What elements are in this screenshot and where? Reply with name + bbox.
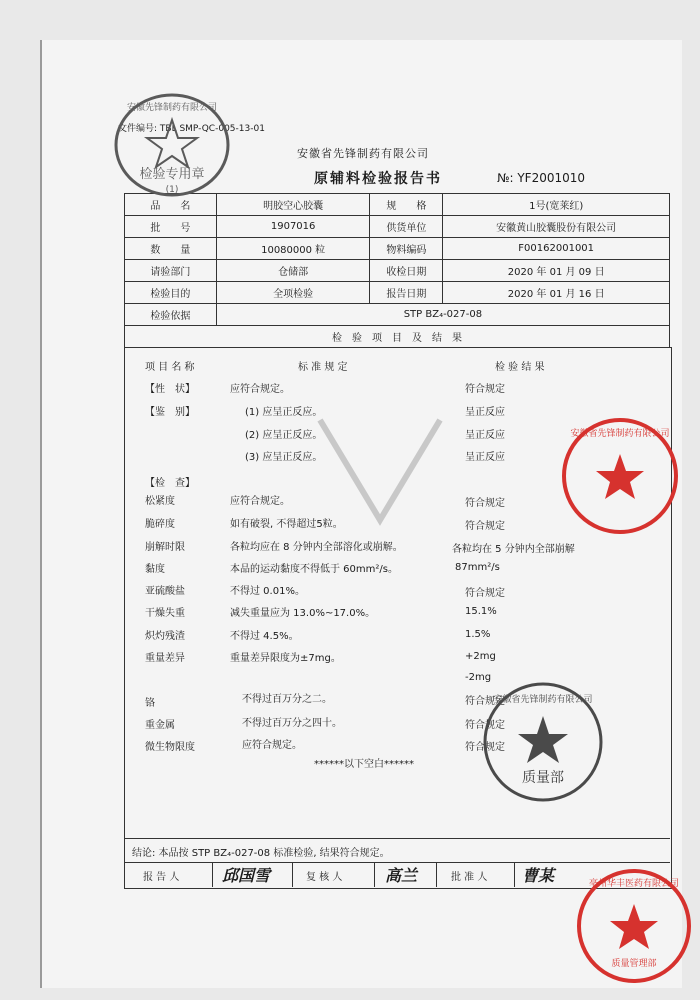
row-item: 【性 状】	[145, 384, 195, 395]
row-result: 呈正反应	[465, 407, 505, 418]
supplier-value: 安徽黄山胶囊股份有限公司	[443, 216, 670, 238]
row-standard: 重量差异限度为±7mg。	[230, 653, 341, 664]
quality-stamp-ring: 安徽省先锋制药有限公司	[493, 695, 593, 705]
row-item: 【鉴 别】	[145, 407, 195, 418]
purpose-label: 检验目的	[125, 282, 217, 304]
row-item: 松紧度	[145, 496, 175, 507]
reporter-signature: 邱国雪	[222, 866, 271, 885]
row-item: 干燥失重	[145, 608, 185, 619]
row-item: 重金属	[145, 720, 175, 731]
basis-value: STP BZ₄-027-08	[216, 304, 669, 326]
row-item: 崩解时限	[145, 542, 185, 553]
seal-center-text: 检验专用章	[139, 167, 205, 182]
supplier-label: 供货单位	[370, 216, 443, 238]
company-name: 安徽省先锋制药有限公司	[297, 147, 429, 160]
sign-sep-3	[374, 862, 375, 887]
qty-label: 数 量	[125, 238, 217, 260]
blank-note: ******以下空白******	[314, 759, 414, 770]
row-standard: (2) 应呈正反应。	[245, 430, 323, 441]
qty-value: 10080000 粒	[216, 238, 370, 260]
watermark	[300, 400, 460, 540]
row-standard: 应符合规定。	[230, 384, 290, 395]
conclusion-divider	[124, 838, 670, 839]
spec-label: 规 格	[370, 194, 443, 216]
row-item: 铬	[145, 698, 155, 709]
row-standard: 本品的运动黏度不得低于 60mm²/s。	[230, 564, 398, 575]
row-result: 1.5%	[465, 629, 491, 640]
bottom-stamp-ring: 亳州华丰医药有限公司	[588, 879, 680, 889]
row-result: 87mm²/s	[455, 562, 500, 573]
recv-date-label: 收检日期	[370, 260, 443, 282]
approver-label: 批 准 人	[451, 872, 488, 883]
quality-stamp-center: 质量部	[522, 770, 564, 786]
row-standard: 不得过百万分之二。	[242, 694, 332, 705]
sign-sep-4	[436, 862, 437, 887]
report-date-value: 2020 年 01 月 16 日	[443, 282, 670, 304]
info-table	[124, 193, 670, 348]
report-date-label: 报告日期	[370, 282, 443, 304]
row-item: 炽灼残渣	[145, 631, 185, 642]
report-number: №: YF2001010	[497, 171, 586, 185]
inspection-seal-stamp	[112, 90, 232, 200]
row-result: 各粒均在 5 分钟内全部崩解	[452, 544, 575, 555]
reporter-label: 报 告 人	[143, 872, 180, 883]
row-standard: 应符合规定。	[230, 496, 290, 507]
supplier-red-stamp	[574, 866, 694, 986]
approver-signature: 曹某	[522, 866, 555, 885]
spec-value: 1号(宽莱红)	[443, 194, 670, 216]
row-result: -2mg	[465, 672, 492, 683]
row-result: 符合规定	[465, 588, 505, 599]
batch-value: 1907016	[216, 216, 370, 238]
row-result: 符合规定	[465, 742, 505, 753]
sign-sep-5	[514, 862, 515, 887]
row-result: 符合规定	[465, 384, 505, 395]
seal-number-text: (1)	[165, 185, 179, 195]
red-stamp-ring-text: 安徽省先锋制药有限公司	[570, 429, 670, 439]
purpose-value: 全项检验	[216, 282, 370, 304]
sign-sep-1	[212, 862, 213, 887]
company-red-stamp	[560, 416, 680, 536]
row-standard: 各粒均应在 8 分钟内全部溶化或崩解。	[230, 542, 403, 553]
batch-label: 批 号	[125, 216, 217, 238]
reviewer-signature: 高兰	[385, 866, 418, 885]
row-item: 脆碎度	[145, 519, 175, 530]
row-result: 呈正反应	[465, 452, 505, 463]
col-header-result: 检 验 结 果	[495, 362, 545, 373]
row-item: 【检 查】	[145, 478, 195, 489]
row-standard: 如有破裂, 不得超过5粒。	[230, 519, 343, 530]
dept-label: 请验部门	[125, 260, 217, 282]
quality-dept-stamp	[478, 680, 608, 805]
row-item: 微生物限度	[145, 742, 195, 753]
code-label: 物料编码	[370, 238, 443, 260]
col-header-standard: 标 准 规 定	[298, 362, 348, 373]
row-result: 呈正反应	[465, 430, 505, 441]
sign-sep-2	[292, 862, 293, 887]
row-result: 符合规定	[465, 498, 505, 509]
report-title: 原辅料检验报告书	[314, 171, 442, 187]
basis-label: 检验依据	[125, 304, 217, 326]
seal-ring-text: 安徽先锋制药有限公司	[126, 103, 218, 113]
reviewer-label: 复 核 人	[306, 872, 343, 883]
doc-code: 文件编号: TBL SMP-QC-005-13-01	[118, 124, 265, 134]
recv-date-value: 2020 年 01 月 09 日	[443, 260, 670, 282]
row-standard: 不得过 4.5%。	[230, 631, 299, 642]
row-result: 符合规定	[465, 696, 505, 707]
row-standard: 不得过百万分之四十。	[242, 718, 342, 729]
row-standard: 不得过 0.01%。	[230, 586, 305, 597]
name-label: 品 名	[125, 194, 217, 216]
conclusion-text: 结论: 本品按 STP BZ₄-027-08 标准检验, 结果符合规定。	[132, 848, 390, 859]
row-item: 重量差异	[145, 653, 185, 664]
col-header-item: 项 目 名 称	[145, 362, 195, 373]
dept-value: 仓储部	[216, 260, 370, 282]
row-result: +2mg	[465, 651, 496, 662]
row-standard: (1) 应呈正反应。	[245, 407, 323, 418]
code-value: F00162001001	[443, 238, 670, 260]
row-standard: (3) 应呈正反应。	[245, 452, 323, 463]
row-standard: 减失重量应为 13.0%~17.0%。	[230, 608, 376, 619]
section-title: 检 验 项 目 及 结 果	[125, 326, 670, 348]
bottom-stamp-center: 质量管理部	[611, 959, 657, 969]
row-standard: 应符合规定。	[242, 740, 302, 751]
row-result: 符合规定	[465, 521, 505, 532]
name-value: 明胶空心胶囊	[216, 194, 370, 216]
row-result: 15.1%	[465, 606, 497, 617]
row-item: 亚硫酸盐	[145, 586, 185, 597]
row-item: 黏度	[145, 564, 165, 575]
row-result: 符合规定	[465, 720, 505, 731]
